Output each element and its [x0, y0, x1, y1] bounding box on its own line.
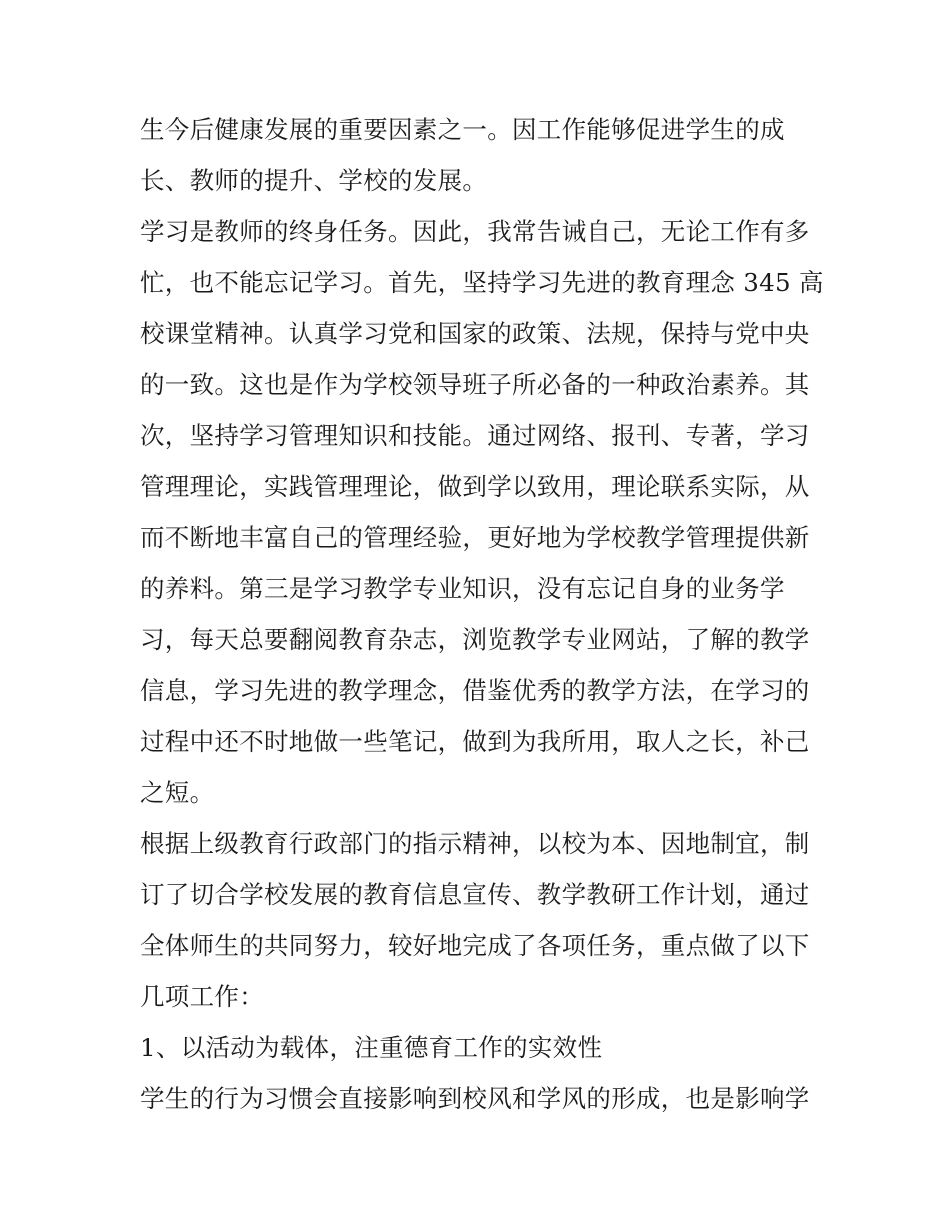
text-line: 信息，学习先进的教学理念，借鉴优秀的教学方法，在学习的	[140, 676, 810, 705]
document-body	[140, 104, 824, 1124]
text-line: 次，坚持学习管理知识和技能。通过网络、报刊、专著，学习	[140, 421, 810, 450]
text-line: 的养料。第三是学习教学专业知识，没有忘记自身的业务学	[140, 574, 785, 603]
text-line: 根据上级教育行政部门的指示精神，以校为本、因地制宜，制	[140, 829, 810, 858]
text-line: 的一致。这也是作为学校领导班子所必备的一种政治素养。其	[140, 370, 810, 399]
text-line: 习，每天总要翻阅教育杂志，浏览教学专业网站，了解的教学	[140, 625, 810, 654]
text-line: 校课堂精神。认真学习党和国家的政策、法规，保持与党中央	[140, 319, 810, 348]
text-line: 而不断地丰富自己的管理经验，更好地为学校教学管理提供新	[140, 523, 810, 552]
section-heading: 1、以活动为载体，注重德育工作的实效性	[140, 1033, 603, 1062]
text-line: 全体师生的共同努力，较好地完成了各项任务，重点做了以下	[140, 931, 810, 960]
text-line: 学生的行为习惯会直接影响到校风和学风的形成，也是影响学	[140, 1084, 810, 1113]
text-line: 几项工作：	[140, 982, 264, 1011]
text-line: 之短。	[140, 778, 215, 807]
text-line: 过程中还不时地做一些笔记，做到为我所用，取人之长，补己	[140, 727, 810, 756]
text-line: 生今后健康发展的重要因素之一。因工作能够促进学生的成	[140, 115, 785, 144]
text-line: 订了切合学校发展的教育信息宣传、教学教研工作计划，通过	[140, 880, 810, 909]
text-line: 长、教师的提升、学校的发展。	[140, 166, 488, 195]
text-line: 管理理论，实践管理理论，做到学以致用，理论联系实际，从	[140, 472, 810, 501]
text-line: 忙，也不能忘记学习。首先，坚持学习先进的教育理念 345 高	[140, 268, 824, 297]
text-line: 学习是教师的终身任务。因此，我常告诫自己，无论工作有多	[140, 217, 810, 246]
